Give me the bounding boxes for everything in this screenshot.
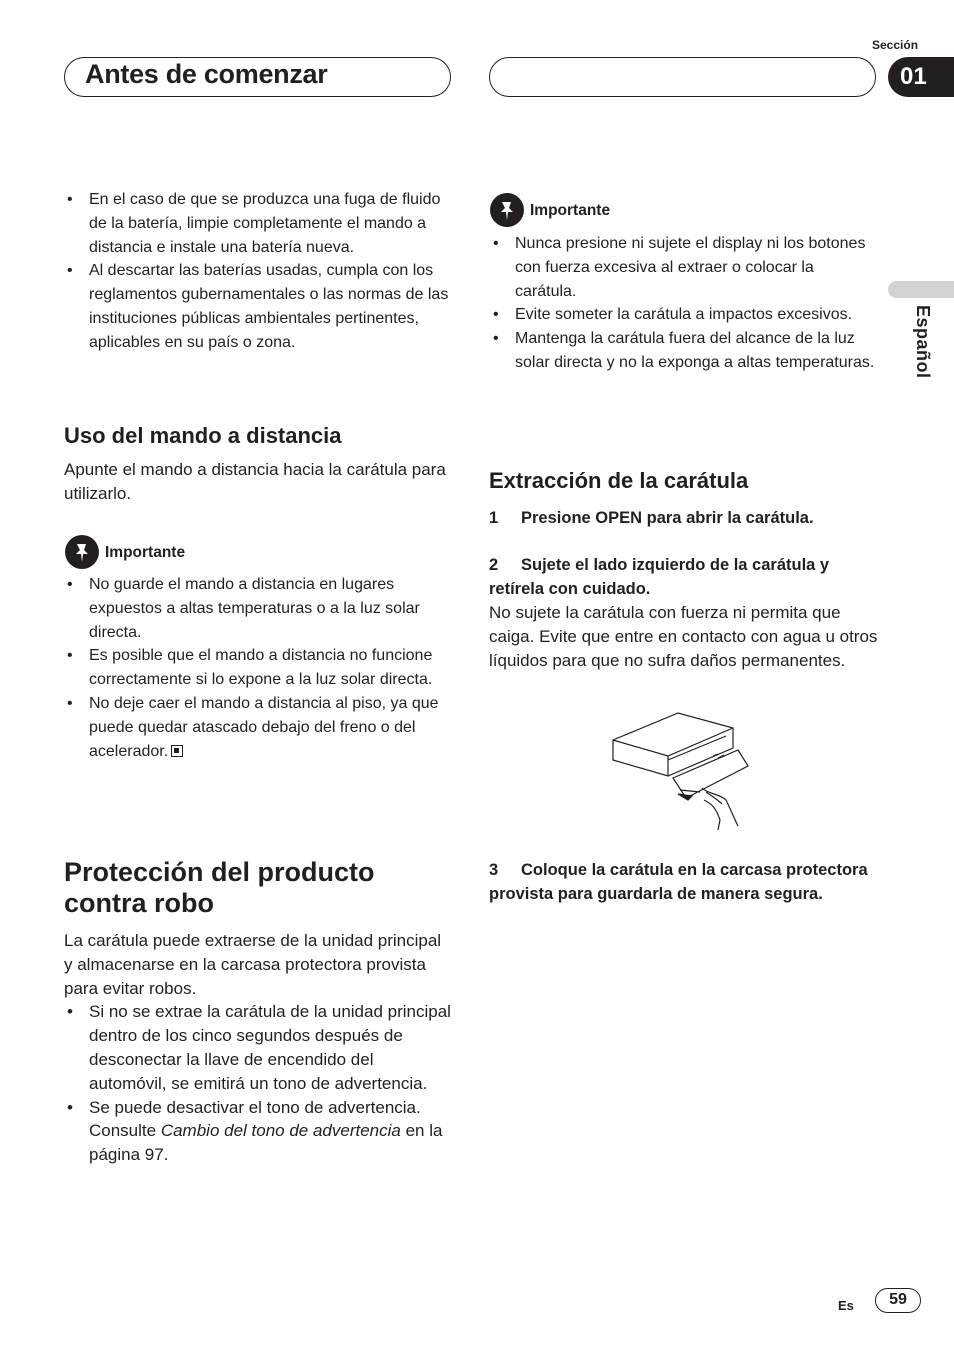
list-item: • Es posible que el mando a distancia no funcione correctamente si lo expone a la luz solar directa. bbox=[67, 647, 433, 689]
language-tab bbox=[888, 281, 954, 298]
important-label: Importante bbox=[105, 544, 186, 561]
list-item: • Nunca presione ni sujete el display ni los botones con fuerza excesiva al extraer o colocar la carátula. bbox=[493, 235, 866, 300]
remote-bullets bbox=[64, 573, 454, 763]
cross-reference: Cambio del tono de advertencia bbox=[160, 1121, 401, 1141]
list-item: • Mantenga la carátula fuera del alcance de la luz solar directa y no la exponga a altas temperaturas. bbox=[493, 330, 875, 371]
list-item: • En el caso de que se produzca una fuga de fluido de la batería, limpie completamente el mando a distancia e instale una batería nueva. bbox=[67, 191, 441, 256]
theft-section bbox=[64, 929, 454, 1167]
section-number-badge: 01 bbox=[888, 57, 954, 97]
list-item: • Se puede desactivar el tono de advertencia. Consulte Cambio del tono de advertencia en la página 97. bbox=[67, 1097, 443, 1165]
theft-text: La carátula puede extraerse de la unidad principal y almacenarse en la carcasa protectora provista para evitar robos. bbox=[64, 931, 442, 998]
language-code: Es bbox=[838, 1298, 854, 1313]
section-label: Sección bbox=[872, 38, 919, 52]
list-item: • No deje caer el mando a distancia al piso, ya que puede quedar atascado debajo del freno o del acelerador. bbox=[67, 694, 439, 760]
step-1: 1 Presione OPEN para abrir la carátula. bbox=[489, 509, 814, 527]
language-label: Español bbox=[913, 305, 933, 379]
removal-heading: Extracción de la carátula bbox=[489, 468, 749, 493]
step-2: 2 Sujete el lado izquierdo de la carátula y retírela con cuidado. No sujete la carátula con fuerza ni permita que caiga. Evite que entre en contacto con agua u otros líquidos para que no sufra daños permanentes. bbox=[489, 553, 879, 672]
remote-heading: Uso del mando a distancia bbox=[64, 423, 342, 448]
step-2-note: No sujete la carátula con fuerza ni permita que caiga. Evite que entre en contacto con agua u otros líquidos para que no sufra daños permanentes. bbox=[489, 603, 878, 670]
important-icon bbox=[490, 193, 524, 227]
page-number: 59 bbox=[875, 1288, 921, 1313]
list-item: • Si no se extrae la carátula de la unidad principal dentro de los cinco segundos después de desconectar la llave de encendido del automóvil, se emitirá un tono de advertencia. bbox=[67, 1002, 451, 1093]
end-of-section-icon bbox=[171, 745, 183, 757]
list-item: • No guarde el mando a distancia en lugares expuestos a altas temperaturas o a la luz solar directa. bbox=[67, 576, 420, 641]
important-note-left bbox=[65, 535, 185, 569]
list-item: • Al descartar las baterías usadas, cumpla con los reglamentos gubernamentales o las normas de las instituciones públicas ambientales pertinentes, aplicables en su país o zona. bbox=[67, 262, 449, 351]
header-blank-frame bbox=[489, 57, 876, 97]
chapter-title: Antes de comenzar bbox=[85, 59, 328, 89]
theft-heading: Protección del producto contra robo bbox=[64, 857, 375, 918]
right-important-bullets bbox=[490, 232, 875, 375]
remote-text: Apunte el mando a distancia hacia la carátula para utilizarlo. bbox=[64, 460, 446, 503]
faceplate-removal-illustration bbox=[608, 708, 753, 833]
battery-bullet-list bbox=[64, 188, 454, 355]
important-note-right bbox=[490, 193, 610, 227]
important-icon bbox=[65, 535, 99, 569]
list-item: • Evite someter la carátula a impactos excesivos. bbox=[493, 306, 853, 324]
important-label: Importante bbox=[530, 202, 611, 219]
left-column bbox=[64, 188, 454, 355]
step-3: 3 Coloque la carátula en la carcasa protectora provista para guardarla de manera segura. bbox=[489, 861, 868, 903]
